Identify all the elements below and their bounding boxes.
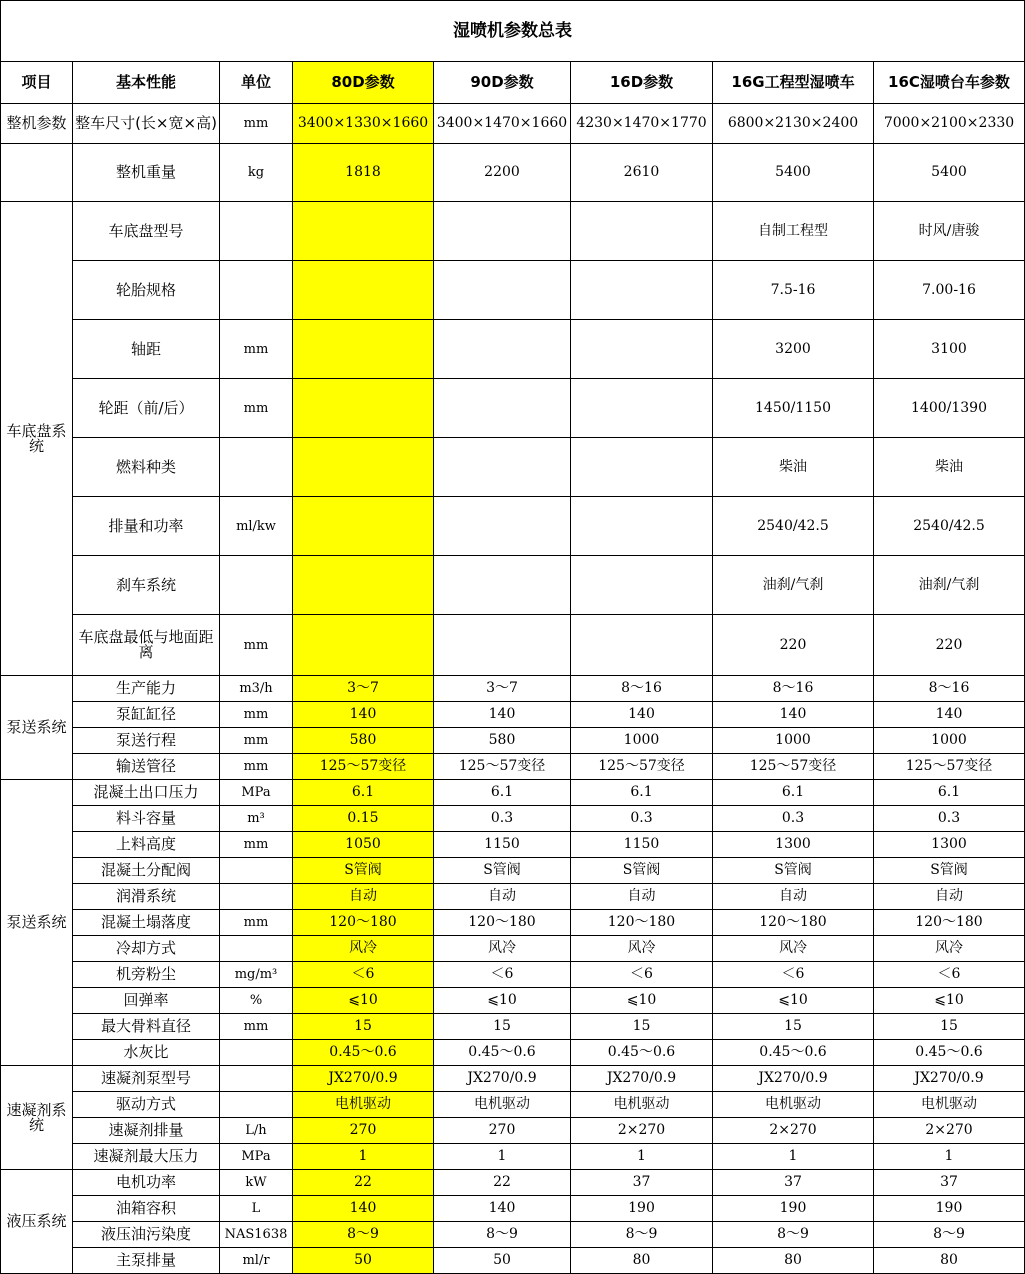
value-cell: 6.1 (434, 780, 571, 806)
table-row (1, 806, 1025, 832)
value-cell-highlighted: 140 (293, 702, 434, 728)
value-cell (571, 497, 713, 556)
value-cell: 电机驱动 (434, 1092, 571, 1118)
table-row (1, 988, 1025, 1014)
property-name-cell: 回弹率 (73, 988, 220, 1014)
value-cell: 37 (874, 1170, 1025, 1196)
unit-cell: mm (220, 702, 293, 728)
value-cell (434, 202, 571, 261)
table-row (1, 702, 1025, 728)
value-cell: 140 (434, 1196, 571, 1222)
table-title: 湿喷机参数总表 (1, 1, 1025, 62)
value-cell: ＜6 (571, 962, 713, 988)
value-cell-highlighted (293, 438, 434, 497)
property-name-cell: 刹车系统 (73, 556, 220, 615)
value-cell (571, 556, 713, 615)
table-row (1, 884, 1025, 910)
value-cell: 3～7 (434, 676, 571, 702)
property-name-cell: 整机重量 (73, 144, 220, 202)
value-cell: 8～16 (571, 676, 713, 702)
value-cell: 37 (713, 1170, 874, 1196)
value-cell: 6800×2130×2400 (713, 104, 874, 144)
value-cell: 3400×1470×1660 (434, 104, 571, 144)
value-cell (434, 261, 571, 320)
property-name-cell: 轮胎规格 (73, 261, 220, 320)
value-cell (571, 202, 713, 261)
value-cell-highlighted (293, 202, 434, 261)
value-cell (434, 438, 571, 497)
value-cell-highlighted: 6.1 (293, 780, 434, 806)
value-cell-highlighted: 1050 (293, 832, 434, 858)
property-name-cell: 生产能力 (73, 676, 220, 702)
property-name-cell: 混凝土塌落度 (73, 910, 220, 936)
value-cell: 2×270 (713, 1118, 874, 1144)
table-row (1, 832, 1025, 858)
value-cell: 8～16 (874, 676, 1025, 702)
value-cell: 190 (571, 1196, 713, 1222)
header-cell: 项目 (1, 62, 73, 104)
value-cell-highlighted: 电机驱动 (293, 1092, 434, 1118)
unit-cell: mm (220, 615, 293, 676)
value-cell: 2540/42.5 (874, 497, 1025, 556)
unit-cell: L (220, 1196, 293, 1222)
value-cell: 15 (434, 1014, 571, 1040)
value-cell-highlighted: 125～57变径 (293, 754, 434, 780)
value-cell (434, 615, 571, 676)
value-cell: 电机驱动 (571, 1092, 713, 1118)
table-row (1, 379, 1025, 438)
value-cell-highlighted: ＜6 (293, 962, 434, 988)
property-name-cell: 整车尺寸(长×宽×高) (73, 104, 220, 144)
value-cell: 0.3 (874, 806, 1025, 832)
value-cell-highlighted: S管阀 (293, 858, 434, 884)
value-cell: 37 (571, 1170, 713, 1196)
unit-cell: ml/kw (220, 497, 293, 556)
value-cell: 8～9 (571, 1222, 713, 1248)
value-cell: 风冷 (713, 936, 874, 962)
value-cell: 1 (571, 1144, 713, 1170)
value-cell: 2200 (434, 144, 571, 202)
value-cell-highlighted: 0.45～0.6 (293, 1040, 434, 1066)
property-name-cell: 燃料种类 (73, 438, 220, 497)
table-row (1, 261, 1025, 320)
table-row (1, 676, 1025, 702)
value-cell: 6.1 (571, 780, 713, 806)
value-cell: ⩽10 (434, 988, 571, 1014)
header-cell: 16D参数 (571, 62, 713, 104)
category-cell: 泵送系统 (1, 780, 73, 1066)
unit-cell: MPa (220, 1144, 293, 1170)
value-cell: S管阀 (874, 858, 1025, 884)
value-cell: 电机驱动 (874, 1092, 1025, 1118)
value-cell: 140 (713, 702, 874, 728)
value-cell-highlighted: 风冷 (293, 936, 434, 962)
value-cell: JX270/0.9 (571, 1066, 713, 1092)
unit-cell: ml/r (220, 1248, 293, 1274)
value-cell: 时风/唐骏 (874, 202, 1025, 261)
value-cell: 2×270 (874, 1118, 1025, 1144)
value-cell: 3200 (713, 320, 874, 379)
value-cell: 电机驱动 (713, 1092, 874, 1118)
value-cell (571, 261, 713, 320)
value-cell: 2×270 (571, 1118, 713, 1144)
header-cell-highlighted: 80D参数 (293, 62, 434, 104)
header-cell: 16C湿喷台车参数 (874, 62, 1025, 104)
table-row (1, 320, 1025, 379)
value-cell: 1400/1390 (874, 379, 1025, 438)
unit-cell: mm (220, 320, 293, 379)
value-cell: 270 (434, 1118, 571, 1144)
property-name-cell: 轮距（前/后） (73, 379, 220, 438)
value-cell: 190 (874, 1196, 1025, 1222)
table-row (1, 556, 1025, 615)
table-row (1, 936, 1025, 962)
value-cell: ＜6 (434, 962, 571, 988)
value-cell: 140 (571, 702, 713, 728)
value-cell: 125～57变径 (571, 754, 713, 780)
value-cell: 125～57变径 (434, 754, 571, 780)
category-cell: 液压系统 (1, 1170, 73, 1274)
value-cell: 5400 (874, 144, 1025, 202)
table-row (1, 1014, 1025, 1040)
unit-cell: NAS1638 (220, 1222, 293, 1248)
property-name-cell: 液压油污染度 (73, 1222, 220, 1248)
value-cell: 125～57变径 (874, 754, 1025, 780)
property-name-cell: 冷却方式 (73, 936, 220, 962)
unit-cell (220, 858, 293, 884)
value-cell: 自动 (874, 884, 1025, 910)
property-name-cell: 泵送行程 (73, 728, 220, 754)
value-cell: 自动 (434, 884, 571, 910)
table-row (1, 780, 1025, 806)
property-name-cell: 车底盘最低与地面距离 (73, 615, 220, 676)
value-cell: 125～57变径 (713, 754, 874, 780)
unit-cell: m3/h (220, 676, 293, 702)
property-name-cell: 上料高度 (73, 832, 220, 858)
table-row (1, 1066, 1025, 1092)
unit-cell: mm (220, 754, 293, 780)
table-row (1, 1170, 1025, 1196)
value-cell: 自动 (571, 884, 713, 910)
value-cell: 120～180 (713, 910, 874, 936)
value-cell-highlighted: 1818 (293, 144, 434, 202)
table-row (1, 1248, 1025, 1274)
value-cell-highlighted: 50 (293, 1248, 434, 1274)
value-cell: 2610 (571, 144, 713, 202)
value-cell: 0.3 (434, 806, 571, 832)
unit-cell: kW (220, 1170, 293, 1196)
table-row (1, 1040, 1025, 1066)
value-cell: 140 (434, 702, 571, 728)
value-cell-highlighted (293, 261, 434, 320)
unit-cell: mm (220, 910, 293, 936)
unit-cell: L/h (220, 1118, 293, 1144)
value-cell: 4230×1470×1770 (571, 104, 713, 144)
value-cell (434, 556, 571, 615)
value-cell: 22 (434, 1170, 571, 1196)
value-cell: 6.1 (874, 780, 1025, 806)
property-name-cell: 电机功率 (73, 1170, 220, 1196)
property-name-cell: 输送管径 (73, 754, 220, 780)
category-cell: 泵送系统 (1, 676, 73, 780)
table-row (1, 754, 1025, 780)
value-cell-highlighted: 120～180 (293, 910, 434, 936)
value-cell-highlighted: 3400×1330×1660 (293, 104, 434, 144)
value-cell: ⩽10 (571, 988, 713, 1014)
value-cell-highlighted (293, 379, 434, 438)
unit-cell (220, 936, 293, 962)
value-cell: 7000×2100×2330 (874, 104, 1025, 144)
unit-cell: mm (220, 728, 293, 754)
value-cell: 7.00-16 (874, 261, 1025, 320)
unit-cell (220, 1040, 293, 1066)
property-name-cell: 料斗容量 (73, 806, 220, 832)
value-cell: 190 (713, 1196, 874, 1222)
table-row (1, 202, 1025, 261)
property-name-cell: 主泵排量 (73, 1248, 220, 1274)
unit-cell: mm (220, 104, 293, 144)
value-cell-highlighted: 580 (293, 728, 434, 754)
category-cell (1, 144, 73, 202)
value-cell-highlighted (293, 497, 434, 556)
value-cell-highlighted: ⩽10 (293, 988, 434, 1014)
unit-cell: mm (220, 1014, 293, 1040)
header-cell: 16G工程型湿喷车 (713, 62, 874, 104)
table-row (1, 962, 1025, 988)
value-cell: 220 (713, 615, 874, 676)
value-cell: 油刹/气刹 (713, 556, 874, 615)
property-name-cell: 水灰比 (73, 1040, 220, 1066)
value-cell: S管阀 (434, 858, 571, 884)
table-row (1, 1196, 1025, 1222)
value-cell: 柴油 (874, 438, 1025, 497)
value-cell: 3100 (874, 320, 1025, 379)
unit-cell: kg (220, 144, 293, 202)
value-cell: 8～9 (434, 1222, 571, 1248)
value-cell: 1450/1150 (713, 379, 874, 438)
value-cell: 1000 (874, 728, 1025, 754)
value-cell (571, 615, 713, 676)
value-cell-highlighted (293, 320, 434, 379)
category-cell: 速凝剂系统 (1, 1066, 73, 1170)
value-cell: JX270/0.9 (434, 1066, 571, 1092)
value-cell: 风冷 (874, 936, 1025, 962)
value-cell: 0.45～0.6 (434, 1040, 571, 1066)
value-cell: S管阀 (571, 858, 713, 884)
unit-cell (220, 261, 293, 320)
value-cell-highlighted: 1 (293, 1144, 434, 1170)
value-cell: 220 (874, 615, 1025, 676)
value-cell-highlighted: 8～9 (293, 1222, 434, 1248)
unit-cell: mm (220, 832, 293, 858)
value-cell-highlighted: 3～7 (293, 676, 434, 702)
table-row (1, 1144, 1025, 1170)
value-cell-highlighted: 0.15 (293, 806, 434, 832)
value-cell: 1300 (874, 832, 1025, 858)
value-cell: 2540/42.5 (713, 497, 874, 556)
value-cell-highlighted (293, 615, 434, 676)
value-cell: 0.45～0.6 (713, 1040, 874, 1066)
unit-cell (220, 202, 293, 261)
value-cell: 120～180 (571, 910, 713, 936)
value-cell (434, 497, 571, 556)
header-cell: 基本性能 (73, 62, 220, 104)
table-row (1, 858, 1025, 884)
value-cell (571, 438, 713, 497)
value-cell: S管阀 (713, 858, 874, 884)
property-name-cell: 最大骨料直径 (73, 1014, 220, 1040)
value-cell: 1 (713, 1144, 874, 1170)
value-cell-highlighted: 15 (293, 1014, 434, 1040)
property-name-cell: 速凝剂排量 (73, 1118, 220, 1144)
value-cell-highlighted: JX270/0.9 (293, 1066, 434, 1092)
value-cell: 油刹/气刹 (874, 556, 1025, 615)
property-name-cell: 速凝剂泵型号 (73, 1066, 220, 1092)
value-cell: 8～9 (713, 1222, 874, 1248)
value-cell: 6.1 (713, 780, 874, 806)
table-row (1, 1222, 1025, 1248)
table-row (1, 104, 1025, 144)
property-name-cell: 混凝土分配阀 (73, 858, 220, 884)
unit-cell: m³ (220, 806, 293, 832)
unit-cell (220, 556, 293, 615)
header-row (1, 62, 1025, 104)
value-cell: 15 (571, 1014, 713, 1040)
value-cell: 80 (874, 1248, 1025, 1274)
value-cell: 15 (713, 1014, 874, 1040)
value-cell: 80 (713, 1248, 874, 1274)
unit-cell (220, 1092, 293, 1118)
table-row (1, 1118, 1025, 1144)
property-name-cell: 排量和功率 (73, 497, 220, 556)
value-cell: 120～180 (434, 910, 571, 936)
value-cell: 7.5-16 (713, 261, 874, 320)
property-name-cell: 机旁粉尘 (73, 962, 220, 988)
category-cell: 整机参数 (1, 104, 73, 144)
value-cell: 0.45～0.6 (874, 1040, 1025, 1066)
value-cell: 0.45～0.6 (571, 1040, 713, 1066)
value-cell: 1150 (434, 832, 571, 858)
value-cell: ＜6 (713, 962, 874, 988)
value-cell-highlighted: 22 (293, 1170, 434, 1196)
value-cell-highlighted: 270 (293, 1118, 434, 1144)
value-cell (571, 379, 713, 438)
value-cell: 80 (571, 1248, 713, 1274)
value-cell: 柴油 (713, 438, 874, 497)
value-cell-highlighted (293, 556, 434, 615)
value-cell: 50 (434, 1248, 571, 1274)
unit-cell (220, 438, 293, 497)
property-name-cell: 轴距 (73, 320, 220, 379)
property-name-cell: 润滑系统 (73, 884, 220, 910)
unit-cell: mg/m³ (220, 962, 293, 988)
value-cell: 0.3 (571, 806, 713, 832)
value-cell: JX270/0.9 (713, 1066, 874, 1092)
header-cell: 单位 (220, 62, 293, 104)
value-cell: 120～180 (874, 910, 1025, 936)
value-cell: 自制工程型 (713, 202, 874, 261)
value-cell: 1300 (713, 832, 874, 858)
property-name-cell: 驱动方式 (73, 1092, 220, 1118)
value-cell: ＜6 (874, 962, 1025, 988)
table-row (1, 910, 1025, 936)
value-cell: 1150 (571, 832, 713, 858)
property-name-cell: 速凝剂最大压力 (73, 1144, 220, 1170)
property-name-cell: 泵缸缸径 (73, 702, 220, 728)
value-cell: 580 (434, 728, 571, 754)
value-cell-highlighted: 自动 (293, 884, 434, 910)
value-cell: 1000 (571, 728, 713, 754)
value-cell: 风冷 (434, 936, 571, 962)
header-cell: 90D参数 (434, 62, 571, 104)
property-name-cell: 车底盘型号 (73, 202, 220, 261)
value-cell: 风冷 (571, 936, 713, 962)
value-cell: 1 (434, 1144, 571, 1170)
value-cell: 1 (874, 1144, 1025, 1170)
property-name-cell: 油箱容积 (73, 1196, 220, 1222)
value-cell (571, 320, 713, 379)
category-cell: 车底盘系统 (1, 202, 73, 676)
unit-cell (220, 1066, 293, 1092)
table-row (1, 615, 1025, 676)
unit-cell: MPa (220, 780, 293, 806)
table-row (1, 1092, 1025, 1118)
value-cell: 0.3 (713, 806, 874, 832)
value-cell (434, 320, 571, 379)
value-cell-highlighted: 140 (293, 1196, 434, 1222)
value-cell: JX270/0.9 (874, 1066, 1025, 1092)
value-cell (434, 379, 571, 438)
table-row (1, 438, 1025, 497)
value-cell: 8～9 (874, 1222, 1025, 1248)
value-cell: ⩽10 (874, 988, 1025, 1014)
table-row (1, 497, 1025, 556)
property-name-cell: 混凝土出口压力 (73, 780, 220, 806)
unit-cell (220, 884, 293, 910)
value-cell: 8～16 (713, 676, 874, 702)
unit-cell: % (220, 988, 293, 1014)
table-row (1, 144, 1025, 202)
value-cell: 5400 (713, 144, 874, 202)
value-cell: 自动 (713, 884, 874, 910)
value-cell: ⩽10 (713, 988, 874, 1014)
value-cell: 1000 (713, 728, 874, 754)
table-row (1, 728, 1025, 754)
unit-cell: mm (220, 379, 293, 438)
value-cell: 15 (874, 1014, 1025, 1040)
value-cell: 140 (874, 702, 1025, 728)
